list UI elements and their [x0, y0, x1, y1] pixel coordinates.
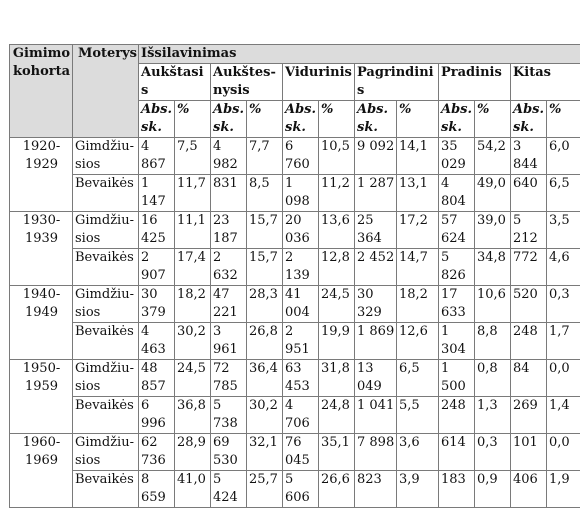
- abs-value-cell: 62 736: [139, 434, 175, 471]
- header-level: Vidurinis: [283, 64, 355, 101]
- table-row: [10, 360, 580, 397]
- abs-value-cell: 2 139: [283, 249, 319, 286]
- pct-value-cell: 30,2: [247, 397, 283, 434]
- pct-value-cell: 24,5: [319, 286, 355, 323]
- pct-value-cell: 18,2: [397, 286, 439, 323]
- pct-value-cell: 7,5: [175, 138, 211, 175]
- header-abs: Abs. sk.: [283, 101, 319, 138]
- header-abs: Abs. sk.: [355, 101, 397, 138]
- abs-value-cell: 1 147: [139, 175, 175, 212]
- abs-value-cell: 9 092: [355, 138, 397, 175]
- pct-value-cell: 1,7: [547, 323, 580, 360]
- table-row: [10, 212, 580, 249]
- women-group-cell: Gimdžiu-sios: [73, 434, 139, 471]
- women-group-cell: Bevaikės: [73, 249, 139, 286]
- table-wrapper: [9, 44, 580, 508]
- pct-value-cell: 17,2: [397, 212, 439, 249]
- pct-value-cell: 0,9: [475, 471, 511, 508]
- abs-value-cell: 69 530: [211, 434, 247, 471]
- pct-value-cell: 8,5: [247, 175, 283, 212]
- header-pct: %: [547, 101, 580, 138]
- header-abs: Abs. sk.: [439, 101, 475, 138]
- header-cohort: Gimimo kohorta: [10, 45, 73, 138]
- table-row: [10, 138, 580, 175]
- pct-value-cell: 4,6: [547, 249, 580, 286]
- women-group-cell: Bevaikės: [73, 323, 139, 360]
- header-level: Pradinis: [439, 64, 511, 101]
- header-pct: %: [319, 101, 355, 138]
- education-table: [9, 44, 580, 508]
- abs-value-cell: 6 996: [139, 397, 175, 434]
- table-row: [10, 249, 580, 286]
- pct-value-cell: 13,1: [397, 175, 439, 212]
- pct-value-cell: 1,3: [475, 397, 511, 434]
- abs-value-cell: 4 706: [283, 397, 319, 434]
- abs-value-cell: 5 606: [283, 471, 319, 508]
- abs-value-cell: 248: [511, 323, 547, 360]
- pct-value-cell: 6,5: [547, 175, 580, 212]
- pct-value-cell: 11,2: [319, 175, 355, 212]
- pct-value-cell: 12,6: [397, 323, 439, 360]
- pct-value-cell: 1,9: [547, 471, 580, 508]
- abs-value-cell: 35 029: [439, 138, 475, 175]
- pct-value-cell: 54,2: [475, 138, 511, 175]
- table-row: [10, 175, 580, 212]
- abs-value-cell: 2 452: [355, 249, 397, 286]
- abs-value-cell: 25 364: [355, 212, 397, 249]
- women-group-cell: Bevaikės: [73, 397, 139, 434]
- pct-value-cell: 13,6: [319, 212, 355, 249]
- pct-value-cell: 24,8: [319, 397, 355, 434]
- header-women: Moterys: [73, 45, 139, 138]
- pct-value-cell: 49,0: [475, 175, 511, 212]
- header-pct: %: [247, 101, 283, 138]
- pct-value-cell: 10,5: [319, 138, 355, 175]
- pct-value-cell: 0,0: [547, 360, 580, 397]
- pct-value-cell: 35,1: [319, 434, 355, 471]
- abs-value-cell: 47 221: [211, 286, 247, 323]
- header-pct: %: [397, 101, 439, 138]
- pct-value-cell: 17,4: [175, 249, 211, 286]
- cohort-cell: 1930-1939: [10, 212, 73, 286]
- pct-value-cell: 8,8: [475, 323, 511, 360]
- pct-value-cell: 3,6: [397, 434, 439, 471]
- women-group-cell: Gimdžiu-sios: [73, 360, 139, 397]
- table-row: [10, 397, 580, 434]
- pct-value-cell: 14,7: [397, 249, 439, 286]
- abs-value-cell: 248: [439, 397, 475, 434]
- pct-value-cell: 15,7: [247, 212, 283, 249]
- pct-value-cell: 28,3: [247, 286, 283, 323]
- table-row: [10, 323, 580, 360]
- pct-value-cell: 0,3: [547, 286, 580, 323]
- abs-value-cell: 20 036: [283, 212, 319, 249]
- abs-value-cell: 2 907: [139, 249, 175, 286]
- pct-value-cell: 6,5: [397, 360, 439, 397]
- pct-value-cell: 14,1: [397, 138, 439, 175]
- pct-value-cell: 10,6: [475, 286, 511, 323]
- abs-value-cell: 8 659: [139, 471, 175, 508]
- abs-value-cell: 5 212: [511, 212, 547, 249]
- abs-value-cell: 6 760: [283, 138, 319, 175]
- pct-value-cell: 36,4: [247, 360, 283, 397]
- pct-value-cell: 3,5: [547, 212, 580, 249]
- abs-value-cell: 2 951: [283, 323, 319, 360]
- abs-value-cell: 63 453: [283, 360, 319, 397]
- pct-value-cell: 39,0: [475, 212, 511, 249]
- pct-value-cell: 1,4: [547, 397, 580, 434]
- women-group-cell: Gimdžiu-sios: [73, 138, 139, 175]
- abs-value-cell: 269: [511, 397, 547, 434]
- pct-value-cell: 32,1: [247, 434, 283, 471]
- pct-value-cell: 11,7: [175, 175, 211, 212]
- women-group-cell: Bevaikės: [73, 471, 139, 508]
- abs-value-cell: 4 804: [439, 175, 475, 212]
- abs-value-cell: 23 187: [211, 212, 247, 249]
- header-abs: Abs. sk.: [211, 101, 247, 138]
- header-level: Pagrindinis: [355, 64, 439, 101]
- abs-value-cell: 4 982: [211, 138, 247, 175]
- abs-value-cell: 5 424: [211, 471, 247, 508]
- abs-value-cell: 4 867: [139, 138, 175, 175]
- header-abs: Abs. sk.: [139, 101, 175, 138]
- header-level: Aukštasis: [139, 64, 211, 101]
- pct-value-cell: 0,0: [547, 434, 580, 471]
- abs-value-cell: 17 633: [439, 286, 475, 323]
- abs-value-cell: 406: [511, 471, 547, 508]
- pct-value-cell: 15,7: [247, 249, 283, 286]
- abs-value-cell: 614: [439, 434, 475, 471]
- header-pct: %: [475, 101, 511, 138]
- abs-value-cell: 831: [211, 175, 247, 212]
- pct-value-cell: 26,8: [247, 323, 283, 360]
- pct-value-cell: 0,8: [475, 360, 511, 397]
- abs-value-cell: 101: [511, 434, 547, 471]
- pct-value-cell: 26,6: [319, 471, 355, 508]
- abs-value-cell: 48 857: [139, 360, 175, 397]
- header-level: Kitas: [511, 64, 580, 101]
- header-abs: Abs. sk.: [511, 101, 547, 138]
- abs-value-cell: 76 045: [283, 434, 319, 471]
- cohort-cell: 1960-1969: [10, 434, 73, 508]
- abs-value-cell: 1 287: [355, 175, 397, 212]
- abs-value-cell: 30 379: [139, 286, 175, 323]
- pct-value-cell: 24,5: [175, 360, 211, 397]
- women-group-cell: Bevaikės: [73, 175, 139, 212]
- women-group-cell: Gimdžiu-sios: [73, 212, 139, 249]
- abs-value-cell: 1 869: [355, 323, 397, 360]
- abs-value-cell: 41 004: [283, 286, 319, 323]
- abs-value-cell: 57 624: [439, 212, 475, 249]
- table-row: [10, 471, 580, 508]
- pct-value-cell: 19,9: [319, 323, 355, 360]
- pct-value-cell: 34,8: [475, 249, 511, 286]
- table-row: [10, 286, 580, 323]
- pct-value-cell: 31,8: [319, 360, 355, 397]
- pct-value-cell: 11,1: [175, 212, 211, 249]
- pct-value-cell: 3,9: [397, 471, 439, 508]
- abs-value-cell: 1 041: [355, 397, 397, 434]
- pct-value-cell: 28,9: [175, 434, 211, 471]
- abs-value-cell: 640: [511, 175, 547, 212]
- abs-value-cell: 13 049: [355, 360, 397, 397]
- pct-value-cell: 5,5: [397, 397, 439, 434]
- abs-value-cell: 1 304: [439, 323, 475, 360]
- abs-value-cell: 520: [511, 286, 547, 323]
- pct-value-cell: 7,7: [247, 138, 283, 175]
- abs-value-cell: 5 738: [211, 397, 247, 434]
- pct-value-cell: 0,3: [475, 434, 511, 471]
- cohort-cell: 1920-1929: [10, 138, 73, 212]
- header-level: Aukštes-nysis: [211, 64, 283, 101]
- abs-value-cell: 72 785: [211, 360, 247, 397]
- pct-value-cell: 6,0: [547, 138, 580, 175]
- abs-value-cell: 1 500: [439, 360, 475, 397]
- abs-value-cell: 30 329: [355, 286, 397, 323]
- table-body: [10, 138, 580, 508]
- pct-value-cell: 12,8: [319, 249, 355, 286]
- abs-value-cell: 3 961: [211, 323, 247, 360]
- pct-value-cell: 41,0: [175, 471, 211, 508]
- abs-value-cell: 2 632: [211, 249, 247, 286]
- pct-value-cell: 36,8: [175, 397, 211, 434]
- abs-value-cell: 5 826: [439, 249, 475, 286]
- cohort-cell: 1950-1959: [10, 360, 73, 434]
- abs-value-cell: 84: [511, 360, 547, 397]
- women-group-cell: Gimdžiu-sios: [73, 286, 139, 323]
- abs-value-cell: 4 463: [139, 323, 175, 360]
- abs-value-cell: 772: [511, 249, 547, 286]
- header-pct: %: [175, 101, 211, 138]
- abs-value-cell: 3 844: [511, 138, 547, 175]
- table-row: [10, 434, 580, 471]
- header-education: Išsilavinimas: [139, 45, 580, 64]
- abs-value-cell: 1 098: [283, 175, 319, 212]
- abs-value-cell: 823: [355, 471, 397, 508]
- abs-value-cell: 183: [439, 471, 475, 508]
- abs-value-cell: 7 898: [355, 434, 397, 471]
- pct-value-cell: 25,7: [247, 471, 283, 508]
- cohort-cell: 1940-1949: [10, 286, 73, 360]
- abs-value-cell: 16 425: [139, 212, 175, 249]
- pct-value-cell: 30,2: [175, 323, 211, 360]
- pct-value-cell: 18,2: [175, 286, 211, 323]
